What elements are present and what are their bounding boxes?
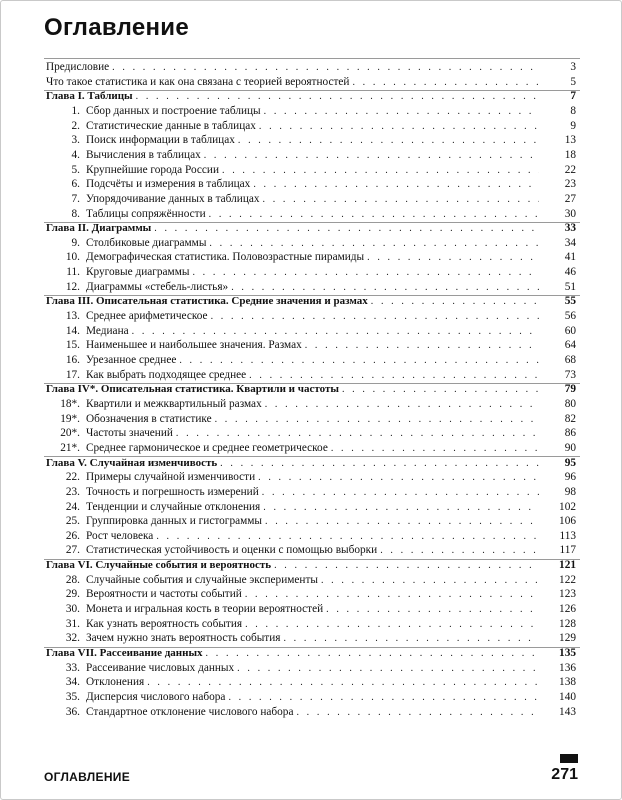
- toc-entry[interactable]: [0, 236, 622, 251]
- toc-entry-number: 33.: [65, 661, 80, 674]
- toc-entry-number: 32.: [65, 632, 80, 645]
- dot-leader: [222, 163, 539, 178]
- toc-page-number: 79: [564, 383, 576, 396]
- toc-entry-text: [52, 163, 542, 178]
- dot-leader: [192, 265, 539, 280]
- toc-entry-number: 10.: [65, 251, 80, 264]
- toc-page-number: 46: [564, 266, 576, 279]
- toc-entry[interactable]: [0, 368, 622, 383]
- toc-page-number: 90: [564, 441, 576, 454]
- toc-entry[interactable]: [0, 675, 622, 690]
- toc-chapter[interactable]: [0, 89, 622, 104]
- toc-entry[interactable]: [0, 705, 622, 720]
- toc-entry-number: 11.: [66, 266, 80, 279]
- dot-leader: [245, 587, 539, 602]
- toc-chapter[interactable]: [0, 294, 622, 309]
- toc-entry-title: Диаграммы «стебель-листья»: [86, 280, 229, 293]
- toc-entry[interactable]: [0, 587, 622, 602]
- toc-page-number: 122: [559, 573, 576, 586]
- toc-entry[interactable]: [0, 661, 622, 676]
- toc-chapter[interactable]: [0, 558, 622, 573]
- toc-entry-text: [46, 60, 542, 75]
- toc-entry-text: [52, 368, 542, 383]
- toc-entry-title: Статистические данные в таблицах: [86, 119, 256, 132]
- toc-entry-title: Среднее арифметическое: [86, 310, 208, 323]
- toc-entry[interactable]: [0, 602, 622, 617]
- toc-entry-title: Рост человека: [86, 529, 154, 542]
- toc-entry-number: 8.: [71, 207, 80, 220]
- toc-entry-title: Вычисления в таблицах: [86, 148, 201, 161]
- toc-entry-text: [46, 646, 542, 661]
- toc-page-number: 138: [559, 676, 576, 689]
- toc-entry-text: [46, 382, 542, 397]
- dot-leader: [147, 675, 539, 690]
- dot-leader: [249, 368, 539, 383]
- toc-page-number: 34: [564, 236, 576, 249]
- dot-leader: [211, 309, 539, 324]
- toc-entry-title: Круговые диаграммы: [86, 266, 190, 279]
- dot-leader: [265, 514, 539, 529]
- toc-entry-text: [52, 543, 542, 558]
- toc-page-number: 129: [559, 632, 576, 645]
- toc-entry-number: 35.: [65, 690, 80, 703]
- section-divider: [44, 58, 580, 59]
- toc-entry-text: [52, 617, 542, 632]
- toc-entry-number: 17.: [65, 368, 80, 381]
- toc-page-number: 5: [570, 75, 576, 88]
- toc-entry[interactable]: [0, 104, 622, 119]
- toc-entry-title: Что такое статистика и как она связана с теорией вероятностей: [46, 75, 350, 88]
- toc-entry-number: 24.: [65, 500, 80, 513]
- toc-entry-number: 9.: [71, 236, 80, 249]
- toc-entry-number: 30.: [65, 603, 80, 616]
- dot-leader: [258, 470, 539, 485]
- toc-entry-title: Медиана: [86, 324, 129, 337]
- toc-entry[interactable]: [0, 192, 622, 207]
- toc-page-number: 64: [564, 339, 576, 352]
- footer-section-label: ОГЛАВЛЕНИЕ: [44, 770, 131, 784]
- toc-entry[interactable]: [0, 412, 622, 427]
- dot-leader: [262, 485, 539, 500]
- toc-entry-title: Как узнать вероятность события: [86, 617, 243, 630]
- toc-entry-text: [52, 587, 542, 602]
- toc-entry-text: [52, 690, 542, 705]
- toc-page-number: 140: [559, 690, 576, 703]
- toc-entry-number: 29.: [65, 588, 80, 601]
- dot-leader: [253, 177, 539, 192]
- dot-leader: [231, 280, 539, 295]
- toc-entry-number: 27.: [65, 544, 80, 557]
- toc-entry-text: [52, 631, 542, 646]
- toc-entry[interactable]: [0, 543, 622, 558]
- toc-entry-text: [46, 294, 542, 309]
- toc-entry-number: 34.: [65, 676, 80, 689]
- dot-leader: [204, 148, 539, 163]
- toc-chapter[interactable]: [0, 221, 622, 236]
- toc-entry[interactable]: [0, 470, 622, 485]
- dot-leader: [352, 75, 539, 90]
- toc-entry-text: [52, 573, 542, 588]
- toc-entry-title: Глава VI. Случайные события и вероятность: [46, 559, 272, 572]
- toc-entry-number: 23.: [65, 485, 80, 498]
- toc-page-number: 98: [564, 485, 576, 498]
- toc-entry-text: [46, 89, 542, 104]
- toc-entry[interactable]: [0, 163, 622, 178]
- toc-chapter[interactable]: [0, 456, 622, 471]
- toc-entry-title: Упорядочивание данных в таблицах: [86, 192, 260, 205]
- toc-entry-number: 16.: [65, 354, 80, 366]
- page-corner-mark: [560, 754, 578, 763]
- toc-page-number: 68: [564, 354, 576, 366]
- toc-entry-number: 1.: [71, 104, 80, 117]
- toc-entry-title: Отклонения: [86, 676, 145, 689]
- toc-page-number: 51: [564, 280, 576, 293]
- toc-entry[interactable]: [0, 265, 622, 280]
- toc-entry-title: Предисловие: [46, 61, 110, 73]
- toc-page-number: 22: [564, 163, 576, 176]
- toc-entry-text: [52, 338, 542, 353]
- toc-entry-text: [52, 250, 542, 265]
- toc-entry-number: 36.: [65, 705, 80, 718]
- dot-leader: [245, 617, 539, 632]
- toc-entry-text: [52, 236, 542, 251]
- toc-entry[interactable]: [0, 324, 622, 339]
- toc-entry-number: 13.: [65, 310, 80, 323]
- toc-entry-text: [52, 133, 542, 148]
- toc-entry-number: 19*.: [60, 412, 80, 425]
- toc-entry-text: [52, 412, 542, 427]
- toc-entry-title: Поиск информации в таблицах: [86, 134, 235, 147]
- toc-entry-text: [52, 309, 542, 324]
- toc-entry-text: [46, 221, 542, 236]
- toc-entry-text: [52, 661, 542, 676]
- toc-entry-number: 5.: [71, 163, 80, 176]
- toc-entry[interactable]: [0, 250, 622, 265]
- toc-entry-title: Вероятности и частоты событий: [86, 588, 242, 601]
- toc-entry-text: [52, 353, 542, 368]
- dot-leader: [321, 573, 539, 588]
- toc-entry-title: Группировка данных и гистограммы: [86, 515, 262, 528]
- toc-page-number: 121: [559, 559, 576, 572]
- toc-page-number: 82: [564, 412, 576, 425]
- dot-leader: [305, 338, 539, 353]
- toc-entry-number: 25.: [65, 515, 80, 528]
- toc-page-number: 41: [564, 251, 576, 264]
- toc-entry-text: [52, 324, 542, 339]
- dot-leader: [264, 104, 539, 119]
- toc-page-number: 23: [564, 178, 576, 191]
- toc-entry-title: Обозначения в статистике: [86, 412, 212, 425]
- toc-entry-title: Глава V. Случайная изменчивость: [46, 456, 218, 469]
- toc-entry-number: 7.: [71, 192, 80, 205]
- toc-page-number: 95: [564, 456, 576, 469]
- toc-entry-title: Столбиковые диаграммы: [86, 236, 207, 249]
- toc-entry-title: Частоты значений: [86, 427, 173, 440]
- toc-page-number: 96: [564, 471, 576, 484]
- toc-entry-title: Как выбрать подходящее среднее: [86, 368, 247, 381]
- dot-leader: [206, 646, 539, 661]
- toc-page-number: 3: [570, 61, 576, 73]
- toc-entry-title: Глава I. Таблицы: [46, 90, 133, 103]
- dot-leader: [331, 441, 539, 456]
- toc-entry-title: Сбор данных и построение таблицы: [86, 104, 261, 117]
- page-title: Оглавление: [44, 14, 189, 41]
- toc-entry[interactable]: [0, 426, 622, 441]
- toc-entry-title: Тенденции и случайные отклонения: [86, 500, 261, 513]
- toc-entry-text: [46, 558, 542, 573]
- toc-entry-number: 26.: [65, 529, 80, 542]
- toc-entry[interactable]: [0, 207, 622, 222]
- dot-leader: [176, 426, 539, 441]
- toc-page-number: 55: [564, 295, 576, 308]
- toc-page-number: 9: [570, 119, 576, 132]
- toc-entry-number: 22.: [65, 471, 80, 484]
- dot-leader: [220, 456, 539, 471]
- toc-page-number: 135: [559, 647, 576, 659]
- toc-page-number: 126: [559, 603, 576, 616]
- toc-page-number: 117: [559, 544, 576, 557]
- toc-entry-number: 14.: [65, 324, 80, 337]
- toc-entry-number: 2.: [71, 119, 80, 132]
- dot-leader: [228, 690, 539, 705]
- toc-entry-text: [52, 119, 542, 134]
- footer-page-number: 271: [551, 766, 578, 783]
- toc-entry-title: Крупнейшие города России: [86, 163, 220, 176]
- toc-entry[interactable]: [0, 60, 622, 75]
- toc-entry[interactable]: [0, 690, 622, 705]
- toc-entry-number: 31.: [65, 617, 80, 630]
- toc-entry-title: Глава IV*. Описательная статистика. Квартили и частоты: [46, 383, 339, 396]
- toc-entry-title: Точность и погрешность измерений: [86, 485, 259, 498]
- toc-entry-text: [46, 75, 542, 90]
- toc-entry-title: Примеры случайной изменчивости: [86, 471, 256, 484]
- dot-leader: [274, 558, 539, 573]
- dot-leader: [237, 661, 539, 676]
- toc-entry[interactable]: [0, 617, 622, 632]
- toc-page-number: 102: [559, 500, 576, 513]
- toc-entry-text: [52, 529, 542, 544]
- dot-leader: [326, 602, 539, 617]
- toc-page-number: 8: [570, 104, 576, 117]
- toc-entry-number: 28.: [65, 573, 80, 586]
- dot-leader: [136, 89, 539, 104]
- toc-entry-title: Урезанное среднее: [86, 354, 177, 366]
- toc-entry[interactable]: [0, 441, 622, 456]
- toc-entry-text: [52, 705, 542, 720]
- toc-page-number: 27: [564, 192, 576, 205]
- toc-entry-title: Подсчёты и измерения в таблицах: [86, 178, 251, 191]
- toc-entry[interactable]: [0, 133, 622, 148]
- toc-entry-text: [52, 177, 542, 192]
- toc-entry-text: [52, 514, 542, 529]
- toc-entry[interactable]: [0, 485, 622, 500]
- toc-entry-text: [52, 397, 542, 412]
- dot-leader: [156, 529, 539, 544]
- toc-entry-number: 15.: [65, 339, 80, 352]
- dot-leader: [209, 207, 539, 222]
- toc-entry-title: Наименьшее и наибольшее значения. Размах: [86, 339, 302, 352]
- toc-entry-text: [52, 485, 542, 500]
- toc-page-number: 86: [564, 427, 576, 440]
- toc-entry-title: Дисперсия числового набора: [86, 690, 226, 703]
- toc-entry[interactable]: [0, 338, 622, 353]
- toc-entry-title: Глава VII. Рассеивание данных: [46, 647, 203, 659]
- toc-entry-title: Рассеивание числовых данных: [86, 661, 235, 674]
- toc-entry-text: [52, 500, 542, 515]
- dot-leader: [132, 324, 539, 339]
- toc-page-number: 73: [564, 368, 576, 381]
- dot-leader: [215, 412, 539, 427]
- toc-entry[interactable]: [0, 353, 622, 368]
- toc-entry-title: Стандартное отклонение числового набора: [86, 705, 294, 718]
- toc-page-number: 56: [564, 310, 576, 323]
- toc-entry[interactable]: [0, 177, 622, 192]
- dot-leader: [283, 631, 539, 646]
- dot-leader: [259, 119, 539, 134]
- toc-entry-number: 4.: [71, 148, 80, 161]
- toc-entry[interactable]: [0, 573, 622, 588]
- toc-page-number: 106: [559, 515, 576, 528]
- toc-page-number: 80: [564, 397, 576, 410]
- toc-page-number: 30: [564, 207, 576, 220]
- toc-page-number: 128: [559, 617, 576, 630]
- toc-page-number: 143: [559, 705, 576, 718]
- dot-leader: [367, 250, 539, 265]
- toc-entry-text: [52, 441, 542, 456]
- dot-leader: [179, 353, 539, 368]
- toc-entry-number: 6.: [71, 178, 80, 191]
- toc-entry[interactable]: [0, 529, 622, 544]
- toc-entry-text: [46, 456, 542, 471]
- dot-leader: [342, 382, 539, 397]
- toc-entry-title: Зачем нужно знать вероятность события: [86, 632, 281, 645]
- toc-entry[interactable]: [0, 514, 622, 529]
- toc-entry-number: 18*.: [60, 397, 80, 410]
- toc-page-number: 33: [564, 222, 576, 235]
- dot-leader: [209, 236, 539, 251]
- toc-entry-text: [52, 148, 542, 163]
- toc-entry-title: Глава II. Диаграммы: [46, 222, 152, 235]
- toc-entry-text: [52, 280, 542, 295]
- toc-page-number: 136: [559, 661, 576, 674]
- toc-entry-title: Среднее гармоническое и среднее геометрическое: [86, 441, 328, 454]
- dot-leader: [380, 543, 539, 558]
- toc-entry-text: [52, 426, 542, 441]
- dot-leader: [154, 221, 539, 236]
- dot-leader: [371, 294, 539, 309]
- dot-leader: [263, 192, 539, 207]
- toc-entry-title: Демографическая статистика. Половозрастные пирамиды: [86, 251, 365, 264]
- dot-leader: [265, 397, 539, 412]
- dot-leader: [296, 705, 539, 720]
- toc-page-number: 18: [564, 148, 576, 161]
- toc-entry[interactable]: [0, 75, 622, 90]
- toc-entry-title: Статистическая устойчивость и оценки с помощью выборки: [86, 544, 378, 557]
- toc-entry-title: Случайные события и случайные эксперименты: [86, 573, 318, 586]
- toc-chapter[interactable]: [0, 646, 622, 661]
- toc-entry[interactable]: [0, 500, 622, 515]
- toc-entry-number: 3.: [71, 134, 80, 147]
- toc-page-number: 7: [570, 90, 576, 103]
- toc-entry-title: Монета и игральная кость в теории вероятностей: [86, 603, 324, 616]
- toc-entry[interactable]: [0, 631, 622, 646]
- toc-entry-title: Таблицы сопряжённости: [86, 207, 206, 220]
- toc-entry[interactable]: [0, 280, 622, 295]
- toc-entry-text: [52, 265, 542, 280]
- toc-entry-text: [52, 207, 542, 222]
- dot-leader: [112, 60, 539, 75]
- toc-entry-text: [52, 192, 542, 207]
- toc-entry-text: [52, 470, 542, 485]
- toc-entry[interactable]: [0, 148, 622, 163]
- dot-leader: [238, 133, 539, 148]
- toc-entry-number: 20*.: [60, 427, 80, 440]
- toc-entry[interactable]: [0, 309, 622, 324]
- toc-entry-text: [52, 675, 542, 690]
- toc-entry-text: [52, 602, 542, 617]
- toc-page-number: 123: [559, 588, 576, 601]
- toc-entry-title: Квартили и межквартильный размах: [86, 397, 262, 410]
- toc-entry-text: [52, 104, 542, 119]
- toc-entry-number: 21*.: [60, 441, 80, 454]
- toc-page-number: 60: [564, 324, 576, 337]
- toc-entry-title: Глава III. Описательная статистика. Средние значения и размах: [46, 295, 368, 308]
- toc-entry-number: 12.: [65, 280, 80, 293]
- dot-leader: [263, 500, 539, 515]
- toc-page-number: 113: [559, 529, 576, 542]
- toc-entry[interactable]: [0, 397, 622, 412]
- toc-page-number: 13: [564, 134, 576, 147]
- toc-entry[interactable]: [0, 119, 622, 134]
- toc-chapter[interactable]: [0, 382, 622, 397]
